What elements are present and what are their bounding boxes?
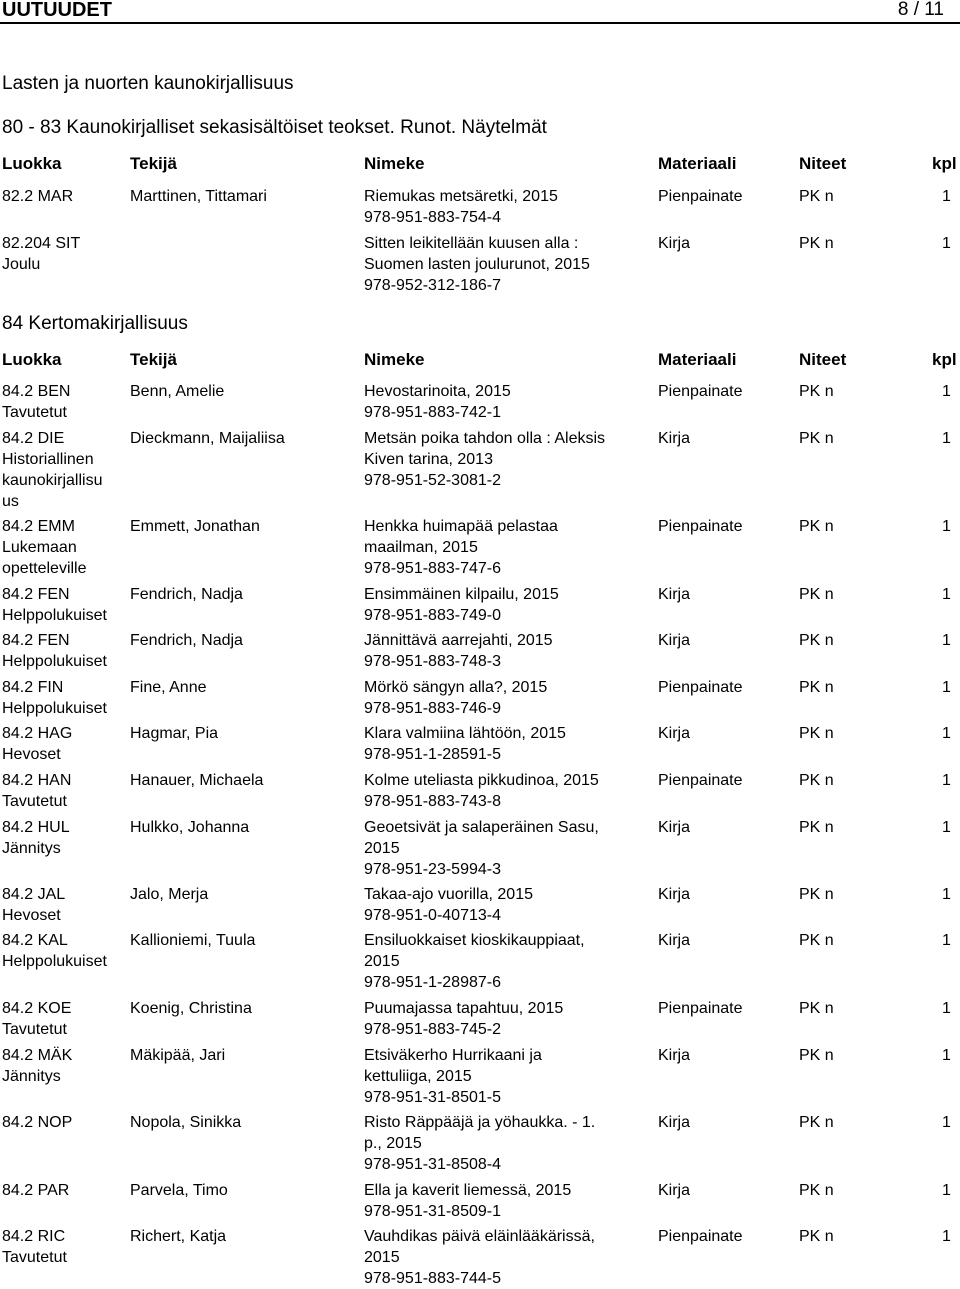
cell-luokka — [2, 1180, 127, 1201]
cell-materiaali-line: Pienpainate — [658, 1000, 743, 1017]
cell-nimeke-line: Riemukas metsäretki, 2015 — [364, 188, 558, 205]
cell-materiaali-line: Kirja — [658, 1047, 691, 1064]
cell-niteet-line: PK n — [799, 932, 834, 949]
cell-niteet — [799, 1045, 879, 1066]
column-header-niteet: Niteet — [799, 350, 847, 369]
cell-tekija-line: Hulkko, Johanna — [130, 819, 250, 836]
cell-materiaali — [658, 233, 793, 254]
cell-nimeke — [364, 930, 654, 993]
cell-luokka-line: Helppolukuiset — [2, 700, 107, 717]
cell-luokka-line: 84.2 JAL — [2, 886, 66, 903]
column-header-luokka: Luokka — [2, 350, 62, 369]
cell-luokka-line: Historiallinen — [2, 451, 94, 468]
cell-materiaali — [658, 584, 793, 605]
cell-nimeke-line: Takaa-ajo vuorilla, 2015 — [364, 886, 533, 903]
cell-niteet — [799, 584, 879, 605]
column-header-row — [0, 153, 960, 175]
cell-nimeke-line: Henkka huimapää pelastaa — [364, 518, 558, 535]
cell-luokka — [2, 186, 127, 207]
cell-tekija-line: Benn, Amelie — [130, 383, 225, 400]
cell-luokka-line: Jännitys — [2, 840, 61, 857]
cell-nimeke-line: Ensimmäinen kilpailu, 2015 — [364, 586, 559, 603]
cell-nimeke-line: 978-951-31-8501-5 — [364, 1089, 501, 1106]
cell-nimeke-line: maailman, 2015 — [364, 539, 478, 556]
cell-nimeke — [364, 1112, 654, 1175]
cell-kpl — [942, 884, 958, 905]
cell-nimeke — [364, 884, 654, 926]
cell-kpl — [942, 723, 958, 744]
cell-nimeke-line: 978-951-31-8508-4 — [364, 1156, 501, 1173]
cell-niteet-line: PK n — [799, 1047, 834, 1064]
cell-kpl-line: 1 — [942, 1228, 951, 1245]
cell-nimeke-line: Geoetsivät ja salaperäinen Sasu, — [364, 819, 599, 836]
cell-luokka-line: 84.2 NOP — [2, 1114, 73, 1131]
cell-luokka — [2, 723, 127, 765]
cell-tekija-line: Nopola, Sinikka — [130, 1114, 242, 1131]
cell-materiaali — [658, 381, 793, 402]
cell-nimeke-line: 978-951-883-754-4 — [364, 209, 501, 226]
cell-nimeke-line: 978-951-883-745-2 — [364, 1021, 501, 1038]
cell-nimeke-line: 978-951-1-28987-6 — [364, 974, 501, 991]
group-title: 84 Kertomakirjallisuus — [2, 313, 188, 334]
cell-nimeke-line: 2015 — [364, 1249, 400, 1266]
cell-kpl — [942, 381, 958, 402]
cell-niteet-line: PK n — [799, 518, 834, 535]
column-header-luokka: Luokka — [2, 154, 62, 173]
cell-niteet-line: PK n — [799, 586, 834, 603]
cell-tekija — [130, 930, 355, 951]
cell-materiaali-line: Kirja — [658, 632, 691, 649]
cell-niteet — [799, 428, 879, 449]
cell-niteet — [799, 630, 879, 651]
cell-luokka — [2, 998, 127, 1040]
column-header-nimeke: Nimeke — [364, 154, 425, 173]
cell-luokka — [2, 1045, 127, 1087]
cell-nimeke-line: Etsiväkerho Hurrikaani ja — [364, 1047, 542, 1064]
cell-materiaali-line: Kirja — [658, 819, 691, 836]
cell-kpl-line: 1 — [942, 518, 951, 535]
cell-nimeke-line: 978-951-883-744-5 — [364, 1270, 501, 1287]
cell-niteet-line: PK n — [799, 1182, 834, 1199]
cell-nimeke-line: 978-951-883-748-3 — [364, 653, 501, 670]
cell-niteet-line: PK n — [799, 1000, 834, 1017]
cell-nimeke — [364, 186, 654, 228]
cell-niteet — [799, 770, 879, 791]
cell-nimeke-line: Ella ja kaverit liemessä, 2015 — [364, 1182, 572, 1199]
cell-luokka-line: 82.2 MAR — [2, 188, 74, 205]
cell-kpl — [942, 516, 958, 537]
cell-tekija-line: Hanauer, Michaela — [130, 772, 264, 789]
cell-nimeke-line: Puumajassa tapahtuu, 2015 — [364, 1000, 564, 1017]
group-title: 80 - 83 Kaunokirjalliset sekasisältöiset teokset. Runot. Näytelmät — [2, 117, 547, 138]
cell-materiaali — [658, 1226, 793, 1247]
column-header-row — [0, 349, 960, 371]
cell-nimeke-line: 978-951-31-8509-1 — [364, 1203, 501, 1220]
cell-luokka-line: Helppolukuiset — [2, 607, 107, 624]
cell-materiaali-line: Kirja — [658, 886, 691, 903]
cell-kpl — [942, 630, 958, 651]
cell-luokka — [2, 817, 127, 859]
cell-materiaali-line: Pienpainate — [658, 679, 743, 696]
cell-luokka-line: Tavutetut — [2, 1021, 67, 1038]
cell-materiaali — [658, 723, 793, 744]
cell-luokka-line: 84.2 RIC — [2, 1228, 66, 1245]
cell-kpl-line: 1 — [942, 725, 951, 742]
cell-kpl-line: 1 — [942, 383, 951, 400]
column-header-niteet: Niteet — [799, 154, 847, 173]
cell-materiaali — [658, 817, 793, 838]
cell-niteet-line: PK n — [799, 1228, 834, 1245]
cell-niteet-line: PK n — [799, 235, 834, 252]
cell-kpl-line: 1 — [942, 1114, 951, 1131]
cell-tekija-line: Fendrich, Nadja — [130, 632, 243, 649]
cell-kpl-line: 1 — [942, 235, 951, 252]
cell-nimeke — [364, 584, 654, 626]
cell-tekija — [130, 186, 355, 207]
cell-luokka — [2, 630, 127, 672]
cell-materiaali — [658, 884, 793, 905]
cell-tekija — [130, 998, 355, 1019]
cell-nimeke-line: 978-951-883-742-1 — [364, 404, 501, 421]
cell-luokka-line: 84.2 KAL — [2, 932, 68, 949]
cell-materiaali-line: Pienpainate — [658, 772, 743, 789]
cell-luokka-line: 84.2 FEN — [2, 586, 70, 603]
cell-kpl — [942, 1180, 958, 1201]
cell-niteet — [799, 998, 879, 1019]
cell-kpl-line: 1 — [942, 772, 951, 789]
cell-tekija-line: Fendrich, Nadja — [130, 586, 243, 603]
cell-kpl-line: 1 — [942, 886, 951, 903]
cell-luokka-line: 84.2 HAG — [2, 725, 73, 742]
cell-materiaali — [658, 428, 793, 449]
cell-nimeke-line: Suomen lasten joulurunot, 2015 — [364, 256, 590, 273]
cell-niteet-line: PK n — [799, 886, 834, 903]
column-header-tekija: Tekijä — [130, 350, 177, 369]
cell-niteet-line: PK n — [799, 430, 834, 447]
cell-kpl-line: 1 — [942, 1000, 951, 1017]
cell-luokka-line: Hevoset — [2, 907, 61, 924]
cell-luokka — [2, 516, 127, 579]
cell-materiaali-line: Kirja — [658, 932, 691, 949]
cell-nimeke — [364, 1226, 654, 1289]
cell-luokka-line: opetteleville — [2, 560, 87, 577]
cell-tekija — [130, 584, 355, 605]
cell-materiaali-line: Pienpainate — [658, 383, 743, 400]
cell-tekija-line: Kallioniemi, Tuula — [130, 932, 256, 949]
cell-materiaali — [658, 1112, 793, 1133]
cell-nimeke — [364, 516, 654, 579]
cell-tekija-line: Koenig, Christina — [130, 1000, 252, 1017]
cell-materiaali-line: Pienpainate — [658, 188, 743, 205]
cell-nimeke-line: Vauhdikas päivä eläinlääkärissä, — [364, 1228, 595, 1245]
cell-niteet — [799, 1226, 879, 1247]
cell-luokka-line: us — [2, 493, 19, 510]
cell-tekija-line: Hagmar, Pia — [130, 725, 219, 742]
cell-luokka-line: 84.2 BEN — [2, 383, 71, 400]
cell-tekija — [130, 723, 355, 744]
cell-nimeke — [364, 1180, 654, 1222]
cell-nimeke-line: kettuliiga, 2015 — [364, 1068, 472, 1085]
cell-nimeke — [364, 677, 654, 719]
cell-luokka-line: 84.2 FIN — [2, 679, 64, 696]
cell-kpl — [942, 998, 958, 1019]
cell-kpl — [942, 677, 958, 698]
cell-niteet-line: PK n — [799, 188, 834, 205]
cell-luokka-line: Tavutetut — [2, 793, 67, 810]
cell-luokka-line: Joulu — [2, 256, 41, 273]
cell-tekija — [130, 381, 355, 402]
cell-tekija — [130, 1045, 355, 1066]
cell-luokka — [2, 584, 127, 626]
cell-kpl — [942, 1045, 958, 1066]
cell-nimeke — [364, 723, 654, 765]
cell-luokka-line: 84.2 HAN — [2, 772, 72, 789]
cell-tekija — [130, 630, 355, 651]
cell-kpl-line: 1 — [942, 819, 951, 836]
cell-niteet — [799, 884, 879, 905]
cell-materiaali — [658, 1045, 793, 1066]
cell-luokka-line: 84.2 DIE — [2, 430, 65, 447]
cell-nimeke-line: Jännittävä aarrejahti, 2015 — [364, 632, 553, 649]
column-header-materiaali: Materiaali — [658, 350, 737, 369]
column-header-kpl: kpl — [932, 350, 957, 369]
cell-niteet — [799, 677, 879, 698]
cell-niteet — [799, 930, 879, 951]
cell-tekija-line: Jalo, Merja — [130, 886, 209, 903]
cell-luokka — [2, 930, 127, 972]
cell-niteet-line: PK n — [799, 383, 834, 400]
cell-kpl-line: 1 — [942, 1182, 951, 1199]
cell-materiaali-line: Kirja — [658, 235, 691, 252]
cell-luokka — [2, 1112, 127, 1133]
cell-tekija — [130, 1180, 355, 1201]
cell-nimeke-line: Kiven tarina, 2013 — [364, 451, 493, 468]
cell-nimeke-line: Kolme uteliasta pikkudinoa, 2015 — [364, 772, 599, 789]
cell-nimeke — [364, 817, 654, 880]
cell-niteet-line: PK n — [799, 1114, 834, 1131]
cell-materiaali-line: Pienpainate — [658, 518, 743, 535]
cell-nimeke-line: 978-951-883-743-8 — [364, 793, 501, 810]
cell-niteet-line: PK n — [799, 725, 834, 742]
cell-tekija-line: Mäkipää, Jari — [130, 1047, 226, 1064]
cell-niteet-line: PK n — [799, 772, 834, 789]
cell-tekija-line: Parvela, Timo — [130, 1182, 228, 1199]
cell-kpl-line: 1 — [942, 1047, 951, 1064]
document-title: UUTUUDET — [2, 0, 112, 21]
cell-kpl — [942, 817, 958, 838]
section-title: Lasten ja nuorten kaunokirjallisuus — [2, 73, 294, 94]
cell-luokka-line: 84.2 EMM — [2, 518, 75, 535]
cell-tekija-line: Richert, Katja — [130, 1228, 227, 1245]
cell-nimeke-line: 978-951-1-28591-5 — [364, 746, 501, 763]
cell-materiaali-line: Kirja — [658, 586, 691, 603]
cell-luokka-line: kaunokirjallisu — [2, 472, 103, 489]
cell-nimeke-line: Klara valmiina lähtöön, 2015 — [364, 725, 566, 742]
cell-materiaali — [658, 770, 793, 791]
cell-materiaali-line: Kirja — [658, 725, 691, 742]
cell-luokka-line: Tavutetut — [2, 404, 67, 421]
cell-materiaali-line: Kirja — [658, 430, 691, 447]
cell-luokka-line: Hevoset — [2, 746, 61, 763]
cell-materiaali — [658, 630, 793, 651]
cell-luokka — [2, 233, 127, 275]
cell-luokka-line: Lukemaan — [2, 539, 77, 556]
cell-luokka-line: Helppolukuiset — [2, 653, 107, 670]
cell-nimeke-line: 978-951-23-5994-3 — [364, 861, 501, 878]
cell-materiaali — [658, 516, 793, 537]
cell-luokka — [2, 677, 127, 719]
cell-nimeke-line: Ensiluokkaiset kioskikauppiaat, — [364, 932, 585, 949]
cell-nimeke-line: Hevostarinoita, 2015 — [364, 383, 511, 400]
cell-tekija — [130, 817, 355, 838]
cell-kpl — [942, 1112, 958, 1133]
cell-nimeke-line: 978-951-883-747-6 — [364, 560, 501, 577]
cell-luokka — [2, 428, 127, 512]
column-header-materiaali: Materiaali — [658, 154, 737, 173]
cell-kpl-line: 1 — [942, 632, 951, 649]
cell-niteet-line: PK n — [799, 679, 834, 696]
cell-nimeke-line: Metsän poika tahdon olla : Aleksis — [364, 430, 606, 447]
cell-nimeke — [364, 428, 654, 491]
cell-materiaali-line: Kirja — [658, 1114, 691, 1131]
cell-nimeke-line: p., 2015 — [364, 1135, 422, 1152]
cell-nimeke — [364, 770, 654, 812]
cell-luokka-line: Helppolukuiset — [2, 953, 107, 970]
page-header — [0, 0, 960, 20]
cell-materiaali — [658, 677, 793, 698]
cell-tekija — [130, 1112, 355, 1133]
cell-nimeke-line: 2015 — [364, 953, 400, 970]
cell-tekija-line: Marttinen, Tittamari — [130, 188, 267, 205]
cell-luokka — [2, 1226, 127, 1268]
cell-nimeke-line: Sitten leikitellään kuusen alla : — [364, 235, 579, 252]
cell-materiaali-line: Kirja — [658, 1182, 691, 1199]
cell-nimeke-line: Mörkö sängyn alla?, 2015 — [364, 679, 548, 696]
cell-kpl-line: 1 — [942, 586, 951, 603]
cell-kpl — [942, 930, 958, 951]
cell-kpl-line: 1 — [942, 430, 951, 447]
cell-tekija — [130, 677, 355, 698]
cell-tekija-line: Dieckmann, Maijaliisa — [130, 430, 285, 447]
cell-materiaali — [658, 186, 793, 207]
cell-nimeke — [364, 630, 654, 672]
cell-niteet — [799, 1112, 879, 1133]
cell-kpl — [942, 1226, 958, 1247]
cell-kpl-line: 1 — [942, 932, 951, 949]
cell-luokka-line: 84.2 PAR — [2, 1182, 70, 1199]
cell-niteet — [799, 516, 879, 537]
cell-luokka-line: 84.2 MÄK — [2, 1047, 73, 1064]
column-header-tekija: Tekijä — [130, 154, 177, 173]
cell-luokka — [2, 884, 127, 926]
cell-niteet-line: PK n — [799, 632, 834, 649]
cell-nimeke-line: 978-952-312-186-7 — [364, 277, 501, 294]
cell-nimeke — [364, 998, 654, 1040]
cell-niteet — [799, 233, 879, 254]
cell-materiaali — [658, 1180, 793, 1201]
cell-luokka-line: 84.2 HUL — [2, 819, 70, 836]
page-number: 8 / 11 — [897, 0, 944, 20]
cell-kpl — [942, 584, 958, 605]
cell-nimeke-line: 978-951-52-3081-2 — [364, 472, 501, 489]
cell-niteet — [799, 723, 879, 744]
cell-tekija — [130, 516, 355, 537]
cell-niteet-line: PK n — [799, 819, 834, 836]
column-header-kpl: kpl — [932, 154, 957, 173]
column-header-nimeke: Nimeke — [364, 350, 425, 369]
cell-nimeke-line: 978-951-883-749-0 — [364, 607, 501, 624]
cell-kpl-line: 1 — [942, 679, 951, 696]
cell-kpl-line: 1 — [942, 188, 951, 205]
header-divider — [0, 22, 960, 24]
cell-tekija-line: Emmett, Jonathan — [130, 518, 260, 535]
cell-luokka — [2, 381, 127, 423]
cell-tekija — [130, 770, 355, 791]
cell-luokka-line: 84.2 FEN — [2, 632, 70, 649]
cell-materiaali — [658, 998, 793, 1019]
cell-niteet — [799, 186, 879, 207]
cell-kpl — [942, 428, 958, 449]
cell-niteet — [799, 1180, 879, 1201]
cell-nimeke — [364, 233, 654, 296]
cell-luokka-line: Tavutetut — [2, 1249, 67, 1266]
cell-luokka-line: Jännitys — [2, 1068, 61, 1085]
cell-nimeke-line: Risto Räppääjä ja yöhaukka. - 1. — [364, 1114, 596, 1131]
cell-niteet — [799, 381, 879, 402]
cell-nimeke-line: 2015 — [364, 840, 400, 857]
cell-kpl — [942, 186, 958, 207]
cell-materiaali — [658, 930, 793, 951]
cell-kpl — [942, 770, 958, 791]
cell-tekija-line: Fine, Anne — [130, 679, 207, 696]
cell-nimeke-line: 978-951-883-746-9 — [364, 700, 501, 717]
cell-nimeke — [364, 1045, 654, 1108]
cell-tekija — [130, 1226, 355, 1247]
cell-niteet — [799, 817, 879, 838]
cell-nimeke-line: 978-951-0-40713-4 — [364, 907, 501, 924]
cell-nimeke — [364, 381, 654, 423]
cell-luokka — [2, 770, 127, 812]
cell-luokka-line: 84.2 KOE — [2, 1000, 72, 1017]
cell-luokka-line: 82.204 SIT — [2, 235, 81, 252]
cell-tekija — [130, 884, 355, 905]
cell-materiaali-line: Pienpainate — [658, 1228, 743, 1245]
cell-kpl — [942, 233, 958, 254]
cell-tekija — [130, 428, 355, 449]
